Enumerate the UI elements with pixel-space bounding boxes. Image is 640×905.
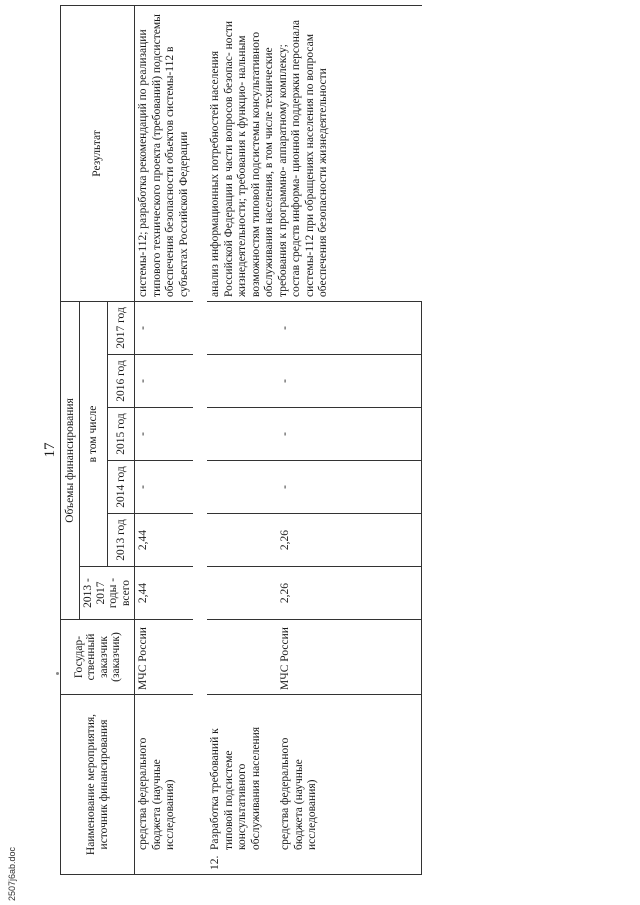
page-number: 17 <box>42 442 58 458</box>
row-2017: - <box>265 301 422 354</box>
header-year-2015: 2015 год <box>107 408 135 461</box>
item-title: Разработка требований к типовой подсистеме консультативного обслуживания населения <box>209 726 262 850</box>
table-row <box>207 6 265 875</box>
item-number: 12. <box>209 855 221 870</box>
header-funding: Объемы финансирования <box>61 301 80 619</box>
header-total: 2013 - 2017 годы - всего <box>80 567 135 620</box>
header-including: в том числе <box>80 301 108 566</box>
header-year-2017: 2017 год <box>107 301 135 354</box>
row-total: 2,44 <box>135 567 194 620</box>
row-2013: 2,44 <box>135 514 194 567</box>
row-2016: - <box>135 355 194 408</box>
row-2014: - <box>135 461 194 514</box>
row-result: анализ информационных потребностей населения Российской Федерации в части вопросов безопас- ности жизнедеятельности; требования к функцио- нальным возможностям типовой подсистемы консультативного обслуживания населения, в том числе технические требования к программно- аппаратному комплексу; состав средств информа- ционной поддержки персонала системы-112 при обращениях населения по вопросам обеспечения безопасности жизнедеятельности <box>207 6 422 302</box>
header-year-2016: 2016 год <box>107 355 135 408</box>
header-customer: Государ- ственный заказчик (заказчик) <box>61 620 135 695</box>
header-year-2013: 2013 год <box>107 514 135 567</box>
row-2013: 2,26 <box>265 514 422 567</box>
funding-table <box>60 5 422 875</box>
row-customer: МЧС России <box>265 620 422 695</box>
row-2017: - <box>135 301 194 354</box>
row-2015: - <box>135 408 194 461</box>
header-year-2014: 2014 год <box>107 461 135 514</box>
row-result: системы-112; разработка рекомендаций по реализации типового технического проекта (требований) подсистемы обеспечения безопасности объектов системы-112 в субъектах Российской Федерации <box>135 6 194 302</box>
scan-dot <box>56 672 59 675</box>
row-name: средства федерального бюджета (научные исследования) <box>135 695 194 875</box>
header-name: Наименование мероприятия, источник финансирования <box>61 695 135 875</box>
row-2014: - <box>265 461 422 514</box>
row-2016: - <box>265 355 422 408</box>
table-row <box>135 6 194 875</box>
row-2015: - <box>265 408 422 461</box>
row-name <box>207 695 265 875</box>
row-customer: МЧС России <box>135 620 194 695</box>
header-result: Результат <box>61 6 135 302</box>
footer-filename: 2507j6ab.doc <box>7 846 17 901</box>
row-name: средства федерального бюджета (научные исследования) <box>265 695 422 875</box>
row-total: 2,26 <box>265 567 422 620</box>
